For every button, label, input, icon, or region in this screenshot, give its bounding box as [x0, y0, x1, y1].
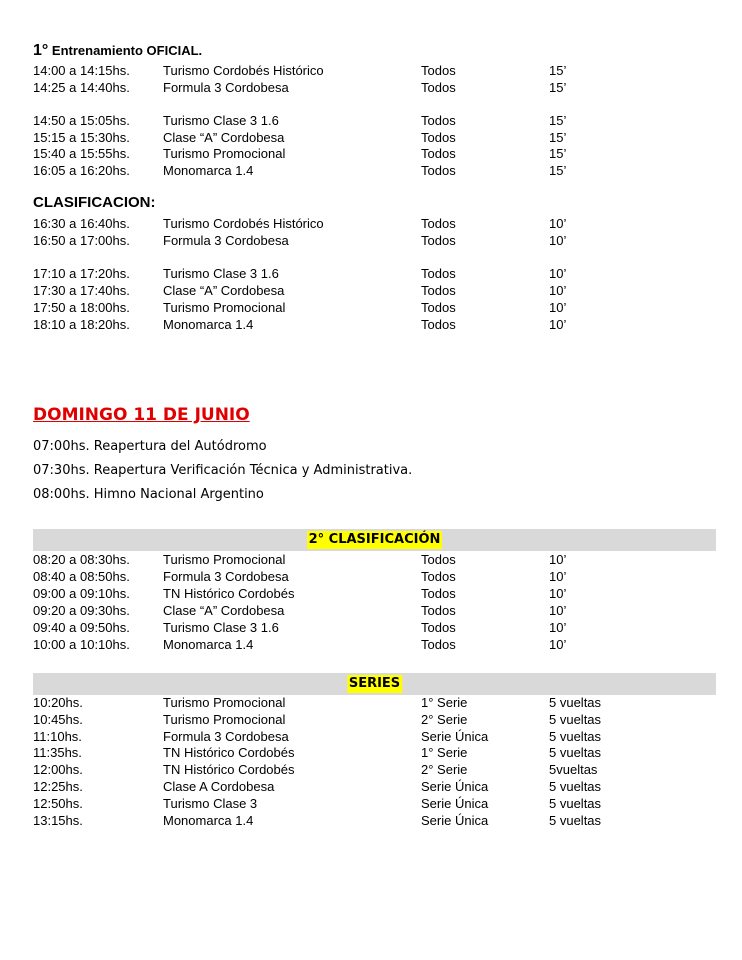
- row-time: 09:20 a 09:30hs.: [33, 603, 130, 618]
- row-time: 14:00 a 14:15hs.: [33, 63, 130, 78]
- day-title: DOMINGO 11 DE JUNIO: [33, 405, 250, 425]
- row-duration: 5 vueltas: [549, 745, 602, 760]
- entrenamiento-title-text: Entrenamiento OFICIAL.: [48, 43, 203, 58]
- row-duration: 10’: [549, 637, 567, 652]
- row-time: 12:25hs.: [33, 779, 83, 794]
- row-category: Turismo Cordobés Histórico: [163, 63, 324, 78]
- schedule-row: [0, 712, 742, 728]
- row-duration: 10’: [549, 603, 567, 618]
- row-time: 15:15 a 15:30hs.: [33, 130, 130, 145]
- row-duration: 5 vueltas: [549, 813, 602, 828]
- row-group: 2° Serie: [421, 762, 468, 777]
- schedule-row: [0, 80, 742, 96]
- row-duration: 15’: [549, 63, 567, 78]
- row-time: 11:35hs.: [33, 745, 82, 760]
- row-group: Todos: [421, 80, 456, 95]
- row-group: Todos: [421, 317, 456, 332]
- row-category: TN Histórico Cordobés: [163, 586, 295, 601]
- row-category: Turismo Promocional: [163, 146, 286, 161]
- row-duration: 10’: [549, 216, 567, 231]
- row-category: Monomarca 1.4: [163, 813, 254, 828]
- schedule-row: [0, 130, 742, 146]
- schedule-row: [0, 266, 742, 282]
- schedule-row: [0, 113, 742, 129]
- row-group: Todos: [421, 233, 456, 248]
- row-category: Formula 3 Cordobesa: [163, 80, 289, 95]
- row-time: 15:40 a 15:55hs.: [33, 146, 130, 161]
- schedule-row: [0, 233, 742, 249]
- row-time: 17:10 a 17:20hs.: [33, 266, 130, 281]
- row-time: 11:10hs.: [33, 729, 82, 744]
- row-group: Serie Única: [421, 779, 489, 794]
- row-group: Serie Única: [421, 813, 489, 828]
- schedule-row: [0, 586, 742, 602]
- row-group: Todos: [421, 569, 456, 584]
- schedule-row: [0, 695, 742, 711]
- row-duration: 15’: [549, 130, 567, 145]
- row-group: Todos: [421, 216, 456, 231]
- row-duration: 10’: [549, 300, 567, 315]
- row-duration: 5 vueltas: [549, 712, 602, 727]
- row-time: 18:10 a 18:20hs.: [33, 317, 130, 332]
- row-group: Todos: [421, 146, 456, 161]
- row-duration: 5 vueltas: [549, 729, 602, 744]
- row-category: Turismo Clase 3 1.6: [163, 266, 279, 281]
- row-duration: 10’: [549, 586, 567, 601]
- schedule-row: [0, 569, 742, 585]
- schedule-row: [0, 300, 742, 316]
- row-category: Formula 3 Cordobesa: [163, 569, 289, 584]
- row-category: Turismo Promocional: [163, 695, 286, 710]
- row-category: Monomarca 1.4: [163, 637, 254, 652]
- row-time: 14:50 a 15:05hs.: [33, 113, 130, 128]
- row-duration: 10’: [549, 620, 567, 635]
- row-category: TN Histórico Cordobés: [163, 745, 295, 760]
- schedule-row: [0, 603, 742, 619]
- row-category: Turismo Clase 3: [163, 796, 258, 811]
- row-time: 10:00 a 10:10hs.: [33, 637, 130, 652]
- row-group: Todos: [421, 603, 456, 618]
- schedule-row: [0, 63, 742, 79]
- day-note: 08:00hs. Himno Nacional Argentino: [33, 487, 264, 502]
- row-group: Todos: [421, 266, 456, 281]
- series-title: SERIES: [348, 676, 401, 691]
- schedule-row: [0, 216, 742, 232]
- row-category: Formula 3 Cordobesa: [163, 233, 289, 248]
- row-time: 14:25 a 14:40hs.: [33, 80, 130, 95]
- row-group: Todos: [421, 300, 456, 315]
- row-duration: 5 vueltas: [549, 779, 602, 794]
- row-group: 1° Serie: [421, 745, 468, 760]
- row-category: Formula 3 Cordobesa: [163, 729, 289, 744]
- row-time: 12:00hs.: [33, 762, 83, 777]
- schedule-row: [0, 813, 742, 829]
- row-group: Serie Única: [421, 729, 489, 744]
- row-category: Turismo Promocional: [163, 712, 286, 727]
- row-group: Todos: [421, 586, 456, 601]
- row-group: 1° Serie: [421, 695, 468, 710]
- row-duration: 10’: [549, 552, 567, 567]
- row-category: Turismo Promocional: [163, 552, 286, 567]
- row-category: Monomarca 1.4: [163, 163, 254, 178]
- row-category: Turismo Clase 3 1.6: [163, 620, 279, 635]
- schedule-row: [0, 146, 742, 162]
- row-time: 16:05 a 16:20hs.: [33, 163, 130, 178]
- row-time: 12:50hs.: [33, 796, 83, 811]
- row-category: Turismo Promocional: [163, 300, 286, 315]
- row-time: 10:45hs.: [33, 712, 83, 727]
- row-category: Clase “A” Cordobesa: [163, 283, 285, 298]
- clasificacion-title: CLASIFICACION:: [33, 194, 156, 211]
- day-note: 07:00hs. Reapertura del Autódromo: [33, 439, 267, 454]
- row-duration: 10’: [549, 233, 567, 248]
- row-duration: 10’: [549, 317, 567, 332]
- clasificacion2-header: [33, 529, 716, 551]
- row-group: Todos: [421, 113, 456, 128]
- row-duration: 15’: [549, 163, 567, 178]
- series-header: [33, 673, 716, 695]
- row-time: 17:50 a 18:00hs.: [33, 300, 130, 315]
- row-group: 2° Serie: [421, 712, 468, 727]
- schedule-row: [0, 163, 742, 179]
- schedule-row: [0, 729, 742, 745]
- row-group: Todos: [421, 163, 456, 178]
- schedule-row: [0, 317, 742, 333]
- schedule-row: [0, 762, 742, 778]
- row-group: Serie Única: [421, 796, 489, 811]
- row-duration: 15’: [549, 113, 567, 128]
- row-category: Turismo Clase 3 1.6: [163, 113, 279, 128]
- row-time: 09:40 a 09:50hs.: [33, 620, 130, 635]
- row-time: 16:30 a 16:40hs.: [33, 216, 130, 231]
- row-duration: 10’: [549, 266, 567, 281]
- row-category: Clase A Cordobesa: [163, 779, 275, 794]
- schedule-row: [0, 637, 742, 653]
- row-time: 16:50 a 17:00hs.: [33, 233, 130, 248]
- row-group: Todos: [421, 63, 456, 78]
- row-category: TN Histórico Cordobés: [163, 762, 295, 777]
- schedule-row: [0, 283, 742, 299]
- entrenamiento-title: [33, 42, 202, 60]
- row-category: Clase “A” Cordobesa: [163, 603, 285, 618]
- row-group: Todos: [421, 637, 456, 652]
- row-group: Todos: [421, 552, 456, 567]
- row-duration: 15’: [549, 80, 567, 95]
- row-category: Monomarca 1.4: [163, 317, 254, 332]
- row-duration: 10’: [549, 283, 567, 298]
- row-group: Todos: [421, 620, 456, 635]
- row-time: 17:30 a 17:40hs.: [33, 283, 130, 298]
- clasificacion2-title: 2° CLASIFICACIÓN: [308, 532, 441, 547]
- row-time: 09:00 a 09:10hs.: [33, 586, 130, 601]
- row-duration: 10’: [549, 569, 567, 584]
- row-time: 10:20hs.: [33, 695, 83, 710]
- row-time: 08:20 a 08:30hs.: [33, 552, 130, 567]
- schedule-row: [0, 779, 742, 795]
- row-category: Turismo Cordobés Histórico: [163, 216, 324, 231]
- schedule-row: [0, 796, 742, 812]
- row-time: 13:15hs.: [33, 813, 83, 828]
- row-time: 08:40 a 08:50hs.: [33, 569, 130, 584]
- row-duration: 5vueltas: [549, 762, 598, 777]
- row-duration: 15’: [549, 146, 567, 161]
- schedule-row: [0, 552, 742, 568]
- day-note: 07:30hs. Reapertura Verificación Técnica y Administrativa.: [33, 463, 413, 478]
- row-group: Todos: [421, 283, 456, 298]
- row-group: Todos: [421, 130, 456, 145]
- row-duration: 5 vueltas: [549, 695, 602, 710]
- row-duration: 5 vueltas: [549, 796, 602, 811]
- entrenamiento-title-number: 1°: [33, 42, 49, 59]
- row-category: Clase “A” Cordobesa: [163, 130, 285, 145]
- schedule-row: [0, 620, 742, 636]
- schedule-row: [0, 745, 742, 761]
